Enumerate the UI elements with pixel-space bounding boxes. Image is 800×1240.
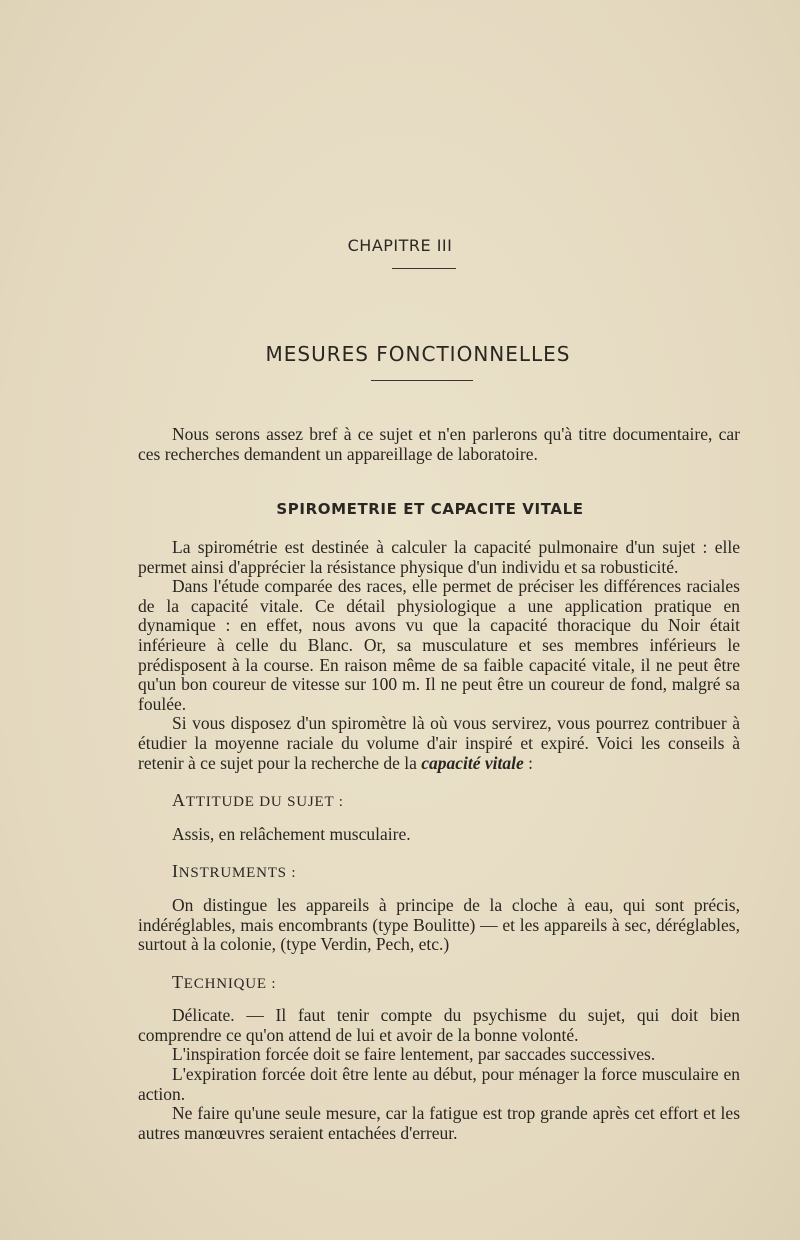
technique-paragraph-delicate: Délicate. — Il faut tenir compte du psychisme du sujet, qui doit bien comprendre ce qu'on attend de lui et avoir de la bonne volonté.	[138, 1005, 740, 1045]
attitude-text: Assis, en relâchement musculaire.	[172, 823, 411, 844]
intro-paragraph	[138, 424, 740, 464]
chapter-title-rule	[371, 380, 473, 381]
subheading-instruments-rest: NSTRUMENTS :	[178, 865, 297, 882]
chapter-label-rule	[392, 268, 456, 269]
section-body	[138, 538, 740, 1143]
paragraph-races: Dans l'étude comparée des races, elle permet de préciser les différences raciales de la capacité vitale. Ce détail physiologique a une application pratique en dynamique : en effet, nous avons vu que la capacité thoracique du Noir était inférieure à celle du Blanc. Or, sa musculature et ses membres inférieurs le prédisposent à la course. En raison même de sa faible capacité vitale, il ne peut être qu'un bon coureur de vitesse sur 100 m. Il ne peut être un coureur de fond, malgré sa foulée.	[138, 576, 740, 714]
subheading-technique-initial: T	[172, 971, 184, 992]
term-capacite-vitale: capacité vitale	[421, 752, 524, 773]
subheading-instruments	[172, 862, 740, 884]
chapter-label: CHAPITRE III	[347, 236, 453, 255]
technique-paragraph-expiration: L'expiration forcée doit être lente au début, pour ménager la force musculaire en action.	[138, 1064, 740, 1104]
subheading-technique-rest: ECHNIQUE :	[183, 975, 277, 992]
instruments-text: On distingue les appareils à principe de la cloche à eau, qui sont précis, indéréglables, mais encombrants (type Boulitte) — et les appareils à sec, déréglables, surtout à la colonie, (type Verdin, Pech, etc.)	[138, 894, 740, 955]
conseils-text: Si vous disposez d'un spiromètre là où vous servirez, vous pourrez contribuer à étudier la moyenne raciale du volume d'air inspiré et expiré. Voici les conseils à retenir à ce sujet pour la recherche de la	[138, 713, 740, 773]
technique-paragraph-mesure: Ne faire qu'une seule mesure, car la fatigue est trop grande après cet effort et les autres manœuvres seraient entachées d'erreur.	[138, 1103, 740, 1143]
chapter-title: MESURES FONCTIONNELLES	[265, 342, 571, 366]
term-suffix: :	[523, 752, 534, 773]
subheading-attitude	[172, 791, 740, 813]
subheading-attitude-initial: A	[172, 790, 186, 811]
subheading-technique	[172, 973, 740, 995]
subheading-attitude-rest: TTITUDE DU SUJET :	[185, 794, 344, 811]
technique-paragraph-inspiration: L'inspiration forcée doit se faire lentement, par saccades successives.	[172, 1044, 656, 1065]
paragraph-spirometrie: La spirométrie est destinée à calculer la capacité pulmonaire d'un sujet : elle permet ainsi d'apprécier la résistance physique d'un individu et sa robusticité.	[138, 537, 740, 577]
intro-text: Nous serons assez bref à ce sujet et n'en parlerons qu'à titre documentaire, car ces recherches demandent un appareillage de laboratoire.	[138, 424, 740, 464]
paragraph-conseils	[138, 714, 740, 773]
section-heading: SPIROMETRIE ET CAPACITE VITALE	[276, 500, 584, 518]
subheading-instruments-initial: I	[172, 861, 179, 882]
